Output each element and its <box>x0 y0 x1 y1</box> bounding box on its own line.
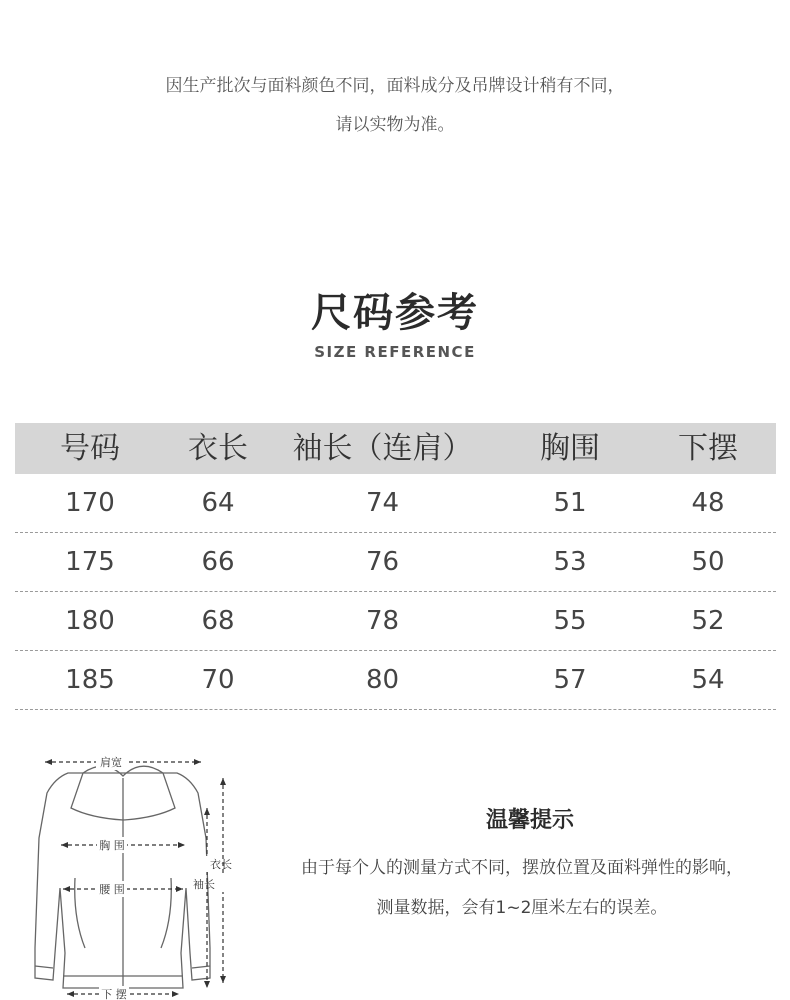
size-table <box>15 423 776 710</box>
table-row <box>15 651 776 710</box>
section-title: 尺码参考 <box>311 290 479 336</box>
notice-line-2: 请以实物为准。 <box>335 115 455 135</box>
table-cell: 70 <box>201 665 235 695</box>
table-cell: 64 <box>201 488 235 518</box>
column-header-length: 衣长 <box>188 431 248 466</box>
waist-label: 腰 围 <box>99 883 125 896</box>
table-row <box>15 474 776 533</box>
table-cell: 55 <box>553 606 587 636</box>
column-header-hem: 下摆 <box>678 431 738 466</box>
table-cell: 74 <box>365 488 400 518</box>
table-row <box>15 592 776 651</box>
length-label: 衣长 <box>210 858 232 871</box>
table-cell: 50 <box>691 547 725 577</box>
tips-line-2: 测量数据，会有1~2厘米左右的误差。 <box>376 898 668 918</box>
table-cell: 57 <box>553 665 587 695</box>
table-cell: 78 <box>365 606 400 636</box>
table-cell: 52 <box>691 606 725 636</box>
table-cell: 76 <box>365 547 400 577</box>
size-table-header <box>15 423 776 474</box>
table-cell: 80 <box>365 665 400 695</box>
table-cell: 66 <box>201 547 235 577</box>
section-subtitle: SIZE REFERENCE <box>314 343 476 361</box>
column-header-chest: 胸围 <box>540 431 600 466</box>
table-cell: 48 <box>691 488 725 518</box>
table-cell: 51 <box>553 488 587 518</box>
table-cell: 185 <box>65 665 115 695</box>
table-cell: 54 <box>691 665 725 695</box>
table-row <box>15 533 776 592</box>
tips-title: 温馨提示 <box>485 808 574 833</box>
column-header-size: 号码 <box>60 431 120 466</box>
table-cell: 180 <box>65 606 115 636</box>
hoodie-measurement-diagram <box>25 748 260 1000</box>
column-header-sleeve: 袖长（连肩） <box>292 431 473 466</box>
table-cell: 53 <box>553 547 587 577</box>
table-cell: 68 <box>201 606 235 636</box>
notice-line-1: 因生产批次与面料颜色不同，面料成分及吊牌设计稍有不同， <box>165 76 625 96</box>
tips-line-1: 由于每个人的测量方式不同，摆放位置及面料弹性的影响， <box>301 858 743 878</box>
chest-label: 胸 围 <box>99 839 125 852</box>
hem-label: 下 摆 <box>101 988 127 1000</box>
sleeve-label: 袖长 <box>193 878 215 891</box>
table-cell: 175 <box>65 547 115 577</box>
table-cell: 170 <box>65 488 115 518</box>
shoulder-label: 肩宽 <box>100 756 122 769</box>
